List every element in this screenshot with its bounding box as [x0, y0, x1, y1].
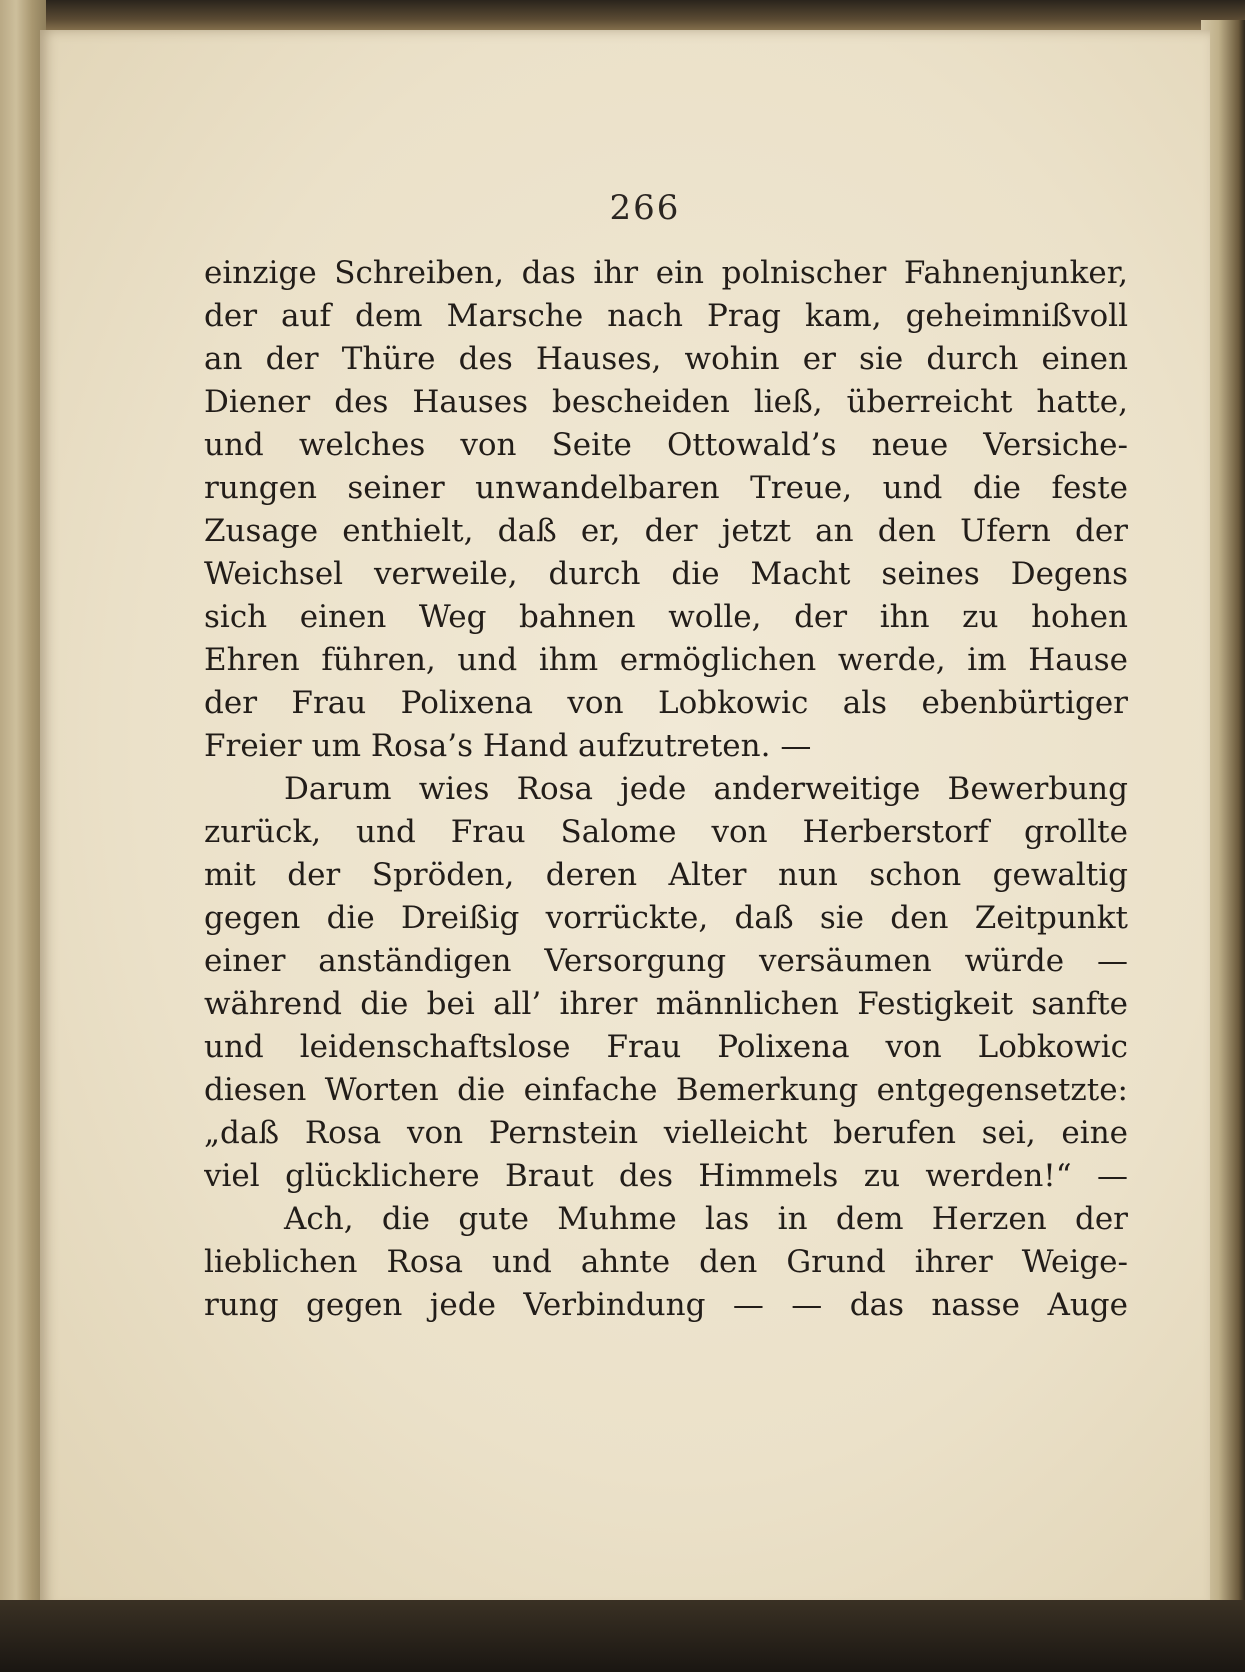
text-line: der Frau Polixena von Lobkowic als ebenbürtiger: [204, 685, 1128, 721]
body-text: [204, 252, 1128, 1327]
text-line: und leidenschaftslose Frau Polixena von Lobkowic: [204, 1029, 1128, 1065]
text-line: rung gegen jede Verbindung — — das nasse Auge: [204, 1287, 1128, 1323]
text-line: Zusage enthielt, daß er, der jetzt an den Ufern der: [204, 513, 1128, 549]
text-line: zurück, und Frau Salome von Herberstorf grollte: [204, 814, 1128, 850]
text-line: rungen seiner unwandelbaren Treue, und die feste: [204, 470, 1128, 506]
text-line-paragraph-start: Ach, die gute Muhme las in dem Herzen der: [284, 1201, 1128, 1237]
text-line: sich einen Weg bahnen wolle, der ihn zu hohen: [204, 599, 1128, 635]
text-line: Weichsel verweile, durch die Macht seines Degens: [204, 556, 1128, 592]
text-line: viel glücklichere Braut des Himmels zu werden!“ —: [204, 1158, 1128, 1194]
text-line: während die bei all’ ihrer männlichen Festigkeit sanfte: [204, 986, 1128, 1022]
book-top-edge: [0, 0, 1245, 32]
text-line-paragraph-start: Darum wies Rosa jede anderweitige Bewerbung: [284, 771, 1128, 807]
text-line: Diener des Hauses bescheiden ließ, überreicht hatte,: [204, 384, 1128, 420]
text-line: und welches von Seite Ottowald’s neue Versiche-: [204, 427, 1128, 463]
text-line: Ehren führen, und ihm ermöglichen werde, im Hause: [204, 642, 1128, 678]
text-line: einer anständigen Versorgung versäumen würde —: [204, 943, 1128, 979]
text-line: „daß Rosa von Pernstein vielleicht berufen sei, eine: [204, 1115, 1128, 1151]
text-line: Freier um Rosa’s Hand aufzutreten. —: [204, 728, 812, 764]
book-bottom-edge: [0, 1600, 1245, 1672]
text-line: einzige Schreiben, das ihr ein polnischer Fahnenjunker,: [204, 255, 1128, 291]
text-line: diesen Worten die einfache Bemerkung entgegensetzte:: [204, 1072, 1128, 1108]
text-line: mit der Spröden, deren Alter nun schon gewaltig: [204, 857, 1128, 893]
page-number: 266: [609, 188, 681, 228]
text-line: an der Thüre des Hauses, wohin er sie durch einen: [204, 341, 1128, 377]
text-line: der auf dem Marsche nach Prag kam, geheimnißvoll: [204, 298, 1128, 334]
text-line: lieblichen Rosa und ahnte den Grund ihrer Weige-: [204, 1244, 1128, 1280]
text-line: gegen die Dreißig vorrückte, daß sie den Zeitpunkt: [204, 900, 1128, 936]
